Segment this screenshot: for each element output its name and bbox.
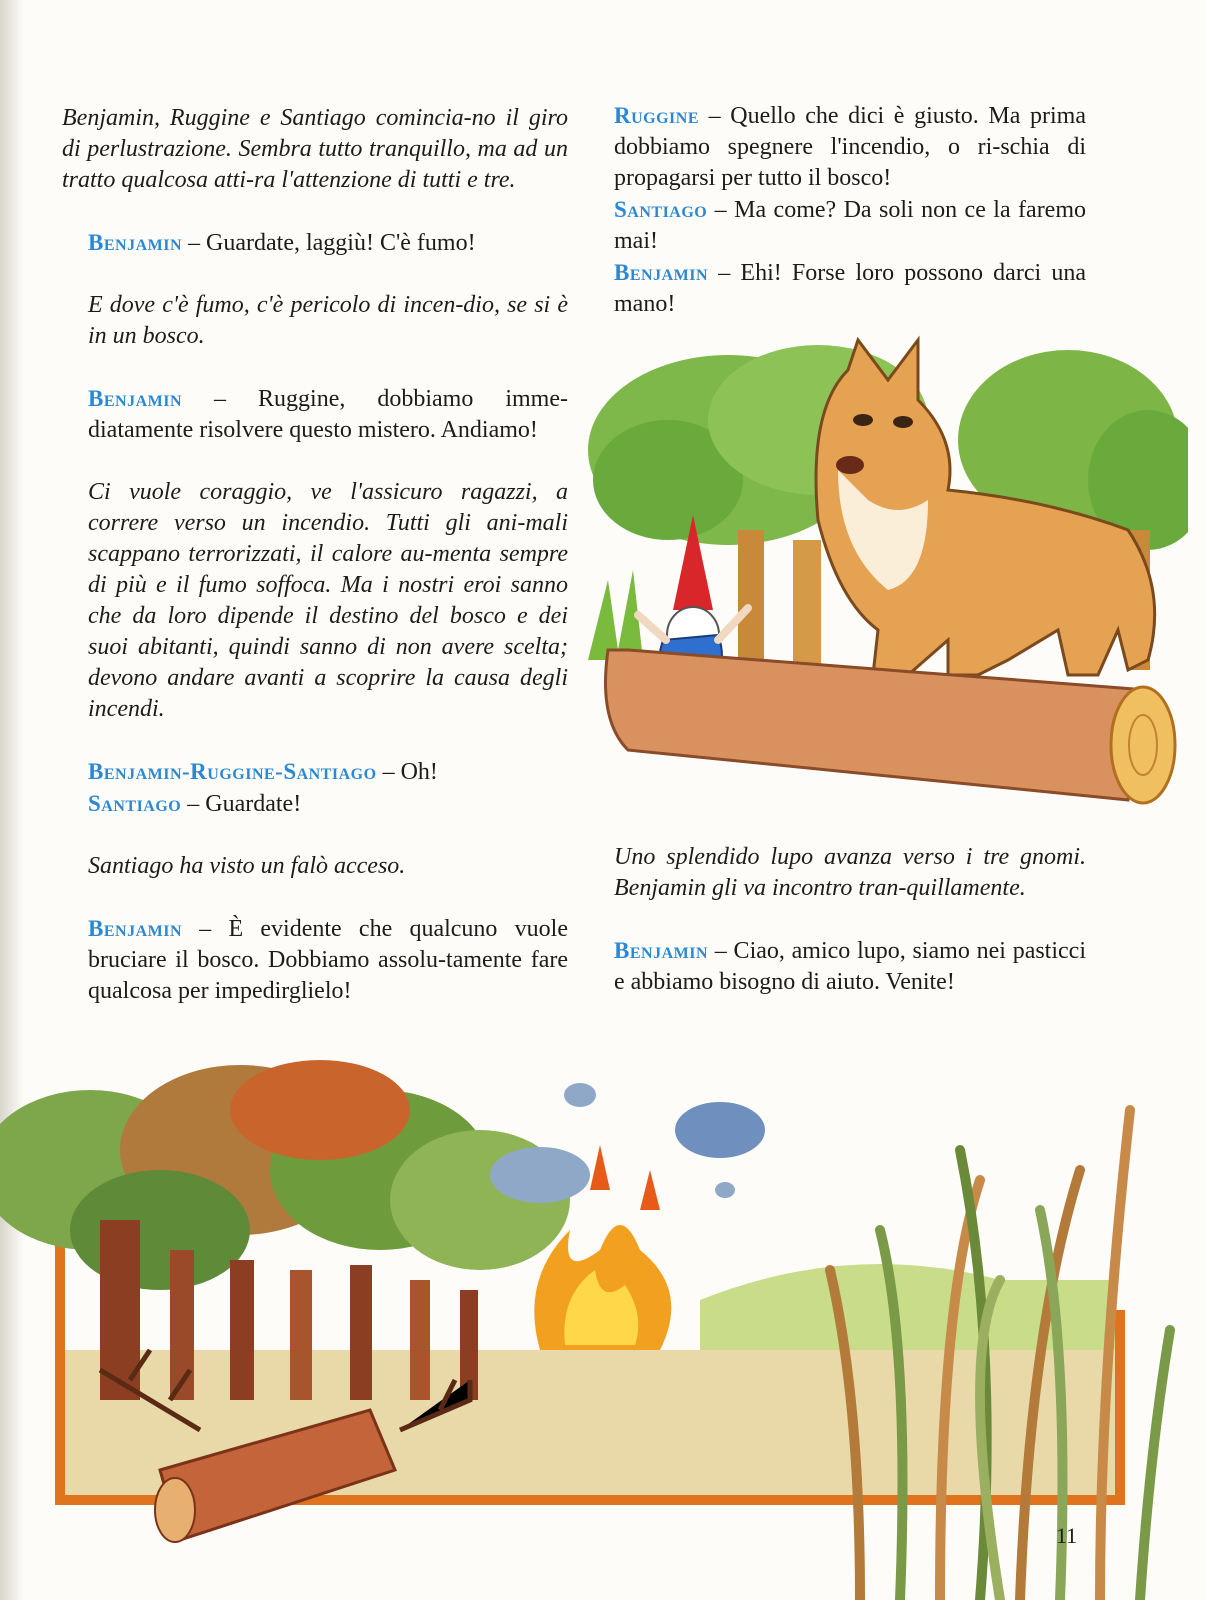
narration-paragraph: Uno splendido lupo avanza verso i tre gnomi. Benjamin gli va incontro tran-quillamente. [614, 844, 1086, 901]
narration-paragraph: Santiago ha visto un falò acceso. [88, 853, 406, 879]
narration-paragraph: E dove c'è fumo, c'è pericolo di incen-dio, se si è in un bosco. [88, 292, 568, 349]
speaker-name: Benjamin [614, 938, 709, 963]
dialogue-text: – Ruggine, dobbiamo imme-diatamente risolvere questo mistero. Andiamo! [88, 386, 568, 443]
dialogue-line [588, 257, 1086, 320]
dialogue-text: – Guardate! [181, 791, 302, 817]
dialogue-text: – Ma come? Da soli non ce la faremo mai! [614, 197, 1086, 254]
speaker-name: Benjamin-Ruggine-Santiago [88, 759, 377, 784]
forest-canopy [0, 1060, 570, 1290]
dialogue-line [62, 383, 568, 446]
dialogue-line [62, 788, 568, 820]
forest-campfire-illustration [0, 1050, 1206, 1600]
speaker-name: Benjamin [88, 386, 183, 411]
narration-paragraph: Ci vuole coraggio, ve l'assicuro ragazzi, a correre verso un incendio. Tutti gli ani-mali scappano terrorizzati, il calore au-menta sempre di più e il fumo soffoca. Ma i nostri eroi sanno che da loro dipende il destino del bosco e dei suoi abitanti, quindi sanno di non avere scelta; devono andare avanti a scoprire la causa degli incendi. [88, 479, 568, 722]
dialogue-text: – Guardate, laggiù! C'è fumo! [182, 230, 476, 256]
dialogue-text: – Ciao, amico lupo, siamo nei pasticci e abbiamo bisogno di aiuto. Venite! [614, 938, 1086, 995]
dialogue-line [62, 227, 568, 259]
left-column [62, 103, 568, 1007]
speaker-name: Benjamin [88, 916, 183, 941]
page-number: 11 [1056, 1523, 1078, 1548]
speaker-name: Benjamin [614, 260, 709, 285]
dialogue-line [588, 100, 1086, 194]
dialogue-text: – Quello che dici è giusto. Ma prima dobbiamo spegnere l'incendio, o ri-schia di propagarsi per tutto il bosco! [614, 103, 1086, 191]
narration-paragraph: Benjamin, Ruggine e Santiago comincia-no il giro di perlustrazione. Sembra tutto tranquillo, ma ad un tratto qualcosa atti-ra l'attenzione di tutti e tre. [62, 105, 568, 193]
speaker-name: Santiago [614, 197, 708, 222]
dialogue-text: – Ehi! Forse loro possono darci una mano! [614, 260, 1086, 317]
dialogue-line [62, 913, 568, 1007]
dialogue-text: – Oh! [376, 759, 438, 785]
dialogue-text: – È evidente che qualcuno vuole bruciare il bosco. Dobbiamo assolu-tamente fare qualcosa per impedirglielo! [88, 916, 568, 1004]
dialogue-line [62, 756, 568, 788]
dialogue-line [588, 194, 1086, 257]
speaker-name: Benjamin [88, 230, 183, 255]
speaker-name: Ruggine [614, 103, 700, 128]
speaker-name: Santiago [88, 791, 182, 816]
dialogue-line [588, 935, 1086, 998]
wolf-on-log-illustration [588, 330, 1188, 820]
